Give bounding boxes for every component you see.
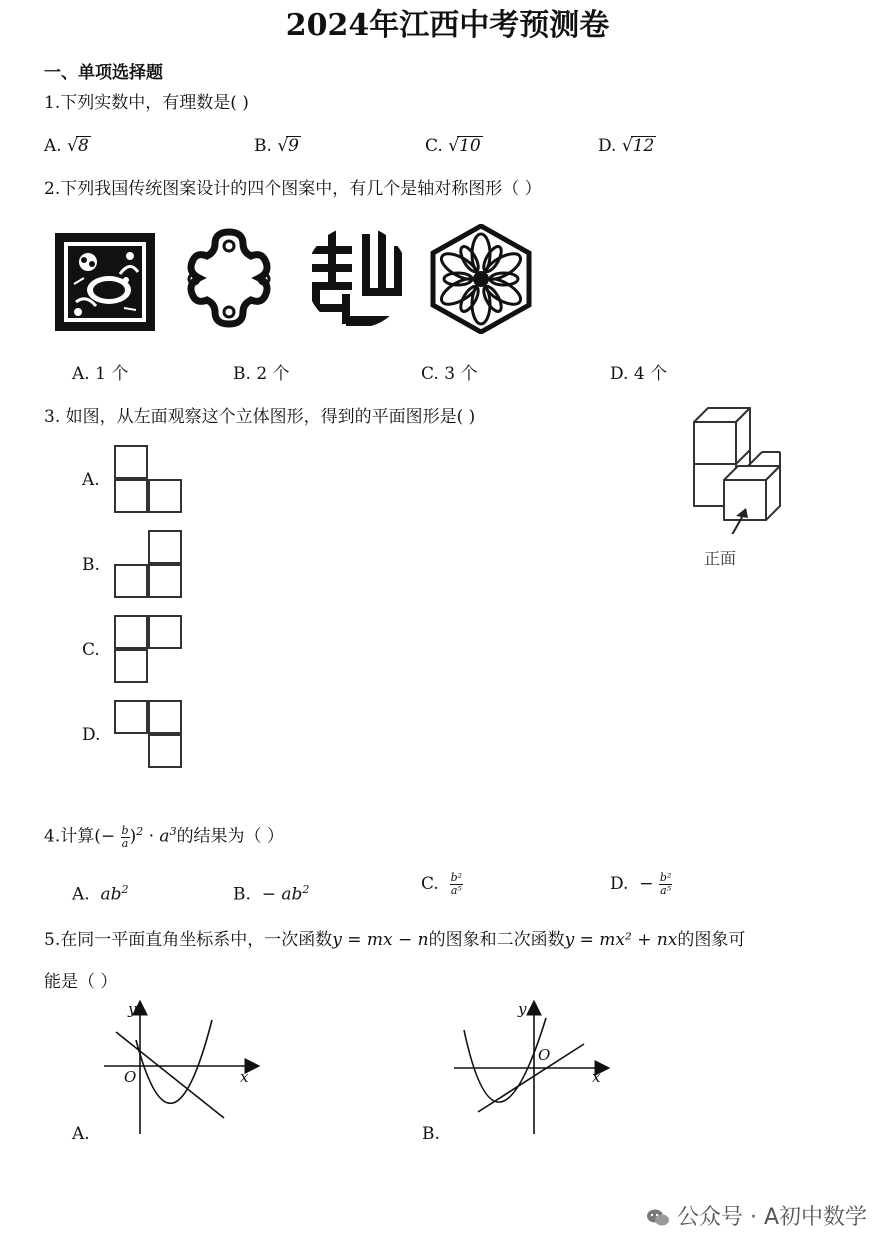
question-5-stem-line2: 能是（ ） bbox=[44, 972, 118, 992]
section-title: 一、单项选择题 bbox=[44, 63, 163, 83]
lotus-hexagon-pattern bbox=[430, 224, 532, 334]
q4-option-c[interactable]: C. $\frac{\text{b²}}{\text{a⁵}}$ bbox=[421, 871, 463, 897]
papercut-square-pattern bbox=[54, 232, 156, 332]
q3-option-d-label[interactable]: D. bbox=[82, 725, 101, 745]
graph-a-x-label: x bbox=[240, 1068, 249, 1086]
fraction: $\frac{b}{a}$ bbox=[121, 823, 129, 850]
q3-option-a-label[interactable]: A. bbox=[82, 470, 100, 490]
q2-option-b[interactable]: B. 2 个 bbox=[233, 364, 290, 384]
q2-option-c[interactable]: C. 3 个 bbox=[421, 364, 478, 384]
front-view-label: 正面 bbox=[704, 549, 737, 568]
sqrt-symbol: √10 bbox=[448, 136, 481, 156]
question-5-stem-line1: 5.在同一平面直角坐标系中，一次函数y = mx − n的图象和二次函数y = mx² + nx的图象可 bbox=[44, 930, 746, 950]
graph-a-y-label: y bbox=[128, 1000, 137, 1018]
q2-option-d[interactable]: D. 4 个 bbox=[610, 364, 668, 384]
question-2-stem: 2.下列我国传统图案设计的四个图案中，有几个是轴对称图形（ ） bbox=[44, 179, 542, 199]
q4-option-d[interactable]: D. − $\frac{\text{b²}}{\text{a⁵}}$ bbox=[610, 871, 672, 897]
graph-b-origin-label: O bbox=[538, 1046, 551, 1064]
graph-b-y-label: y bbox=[518, 1000, 527, 1018]
q3-option-b-label[interactable]: B. bbox=[82, 555, 100, 575]
q4-option-a[interactable]: A. $ab^2$ bbox=[72, 883, 129, 905]
graph-b-x-label: x bbox=[592, 1068, 601, 1086]
fraction: $\frac{\text{b²}}{\text{a⁵}}$ bbox=[450, 871, 463, 897]
question-3-stem: 3. 如图，从左面观察这个立体图形，得到的平面图形是( ) bbox=[44, 407, 476, 427]
cloud-knot-pattern bbox=[174, 224, 284, 334]
fraction: $\frac{\text{b²}}{\text{a⁵}}$ bbox=[659, 871, 672, 897]
sqrt-symbol: √12 bbox=[621, 136, 655, 156]
q5-option-b[interactable]: B. bbox=[422, 1124, 440, 1144]
question-1-stem: 1.下列实数中，有理数是( ) bbox=[44, 93, 249, 113]
q1-option-d[interactable]: D. √12 bbox=[598, 136, 655, 156]
page-title: 2024年江西中考预测卷 bbox=[285, 8, 610, 43]
q3-option-c-label[interactable]: C. bbox=[82, 640, 100, 660]
sqrt-symbol: √8 bbox=[67, 136, 89, 156]
sqrt-symbol: √9 bbox=[277, 136, 299, 156]
q5-option-a[interactable]: A. bbox=[72, 1124, 90, 1144]
q1-option-a[interactable]: A. √8 bbox=[44, 136, 89, 156]
wechat-watermark: 公众号 · A初中数学 bbox=[646, 1200, 867, 1231]
graph-a-origin-label: O bbox=[124, 1068, 137, 1086]
fortune-seal-pattern bbox=[304, 224, 410, 330]
q2-option-a[interactable]: A. 1 个 bbox=[72, 364, 129, 384]
question-4-stem: 4.计算(− $\frac{b}{a}$ )$^2 \cdot a^3$的结果为（ ） bbox=[44, 823, 284, 850]
q1-option-c[interactable]: C. √10 bbox=[425, 136, 481, 156]
wechat-icon bbox=[646, 1208, 670, 1228]
q1-option-b[interactable]: B. √9 bbox=[254, 136, 299, 156]
q4-option-b[interactable]: B. − $ab^2$ bbox=[233, 883, 310, 905]
cube-solid-figure bbox=[688, 404, 800, 534]
